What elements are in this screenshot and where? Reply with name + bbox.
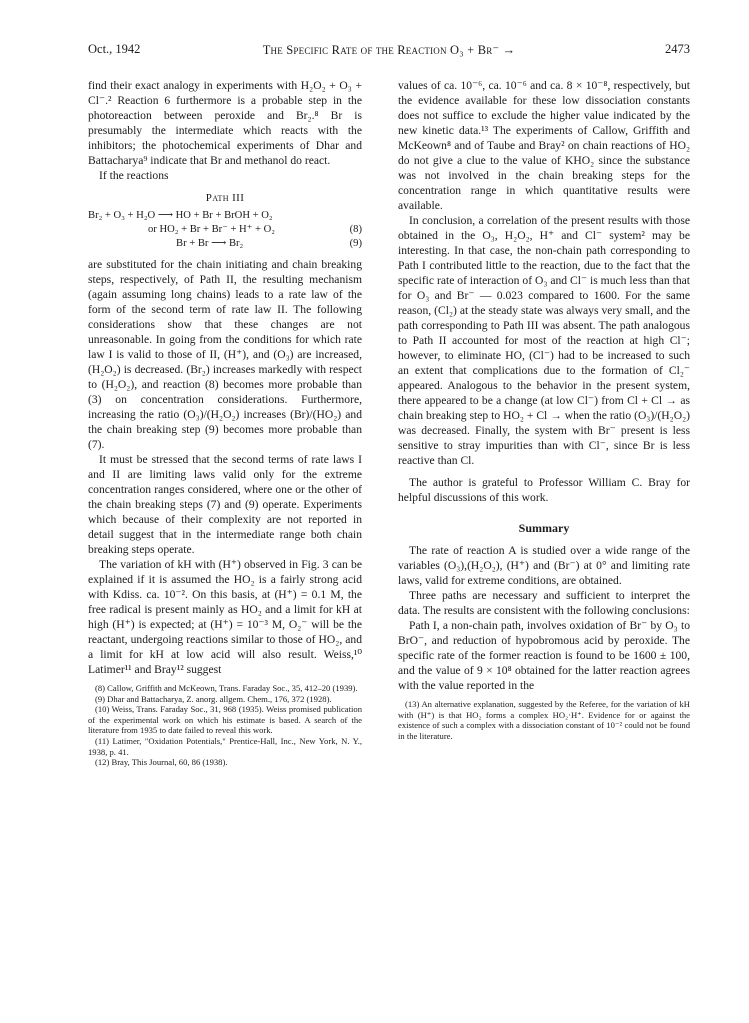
paragraph: are substituted for the chain initiating and chain breaking steps, respectively, of Path II, the resulting mechanism (again assuming long chains) leads to a rate law of the form of the second term of rate law II. The following considerations show that these changes are not unreasonable. In going from the conditions for which rate law I is valid to those of II, (H⁺), and (O₃) are increased, (H₂O₂) is decreased. (Br₂) increases markedly with respect to (H₂O₂), and reaction (8) becomes more probable than (3) on concentration considerations. Furthermore, increasing the ratio (O₃)/(H₂O₂) increases (Br)/(HO₂) and the chain breaking step (9) becomes more probable than (7). xyxy=(88,258,362,451)
equation-text: Br + Br ⟶ Br₂ xyxy=(176,238,244,249)
equation-block xyxy=(88,209,362,251)
issue-date: Oct., 1942 xyxy=(88,42,141,56)
left-column xyxy=(88,78,362,768)
paragraph: If the reactions xyxy=(99,169,169,182)
paragraph: The variation of kH with (H⁺) observed in Fig. 3 can be explained if it is assumed the HO₂ is a fairly strong acid with Kdiss. ca. 10⁻². On this basis, at (H⁺) = 0.1 M, the free radical is present mainly as HO₂ and a limit for kH at high (H⁺) is expected; at (H⁺) = 10⁻³ M, O₂⁻ will be the reactant, undergoing reactions similar to those of HO₂, and a limit for kH at low acid will also result. Weiss,¹⁰ Latimer¹¹ and Bray¹² suggest xyxy=(88,558,362,676)
footnote: (9) Dhar and Battacharya, Z. anorg. allgem. Chem., 176, 372 (1928). xyxy=(95,693,332,704)
path-iii-heading: Path III xyxy=(205,192,245,204)
equation-line xyxy=(88,223,362,237)
equation-text: or HO₂ + Br + Br⁻ + H⁺ + O₂ xyxy=(148,224,275,235)
footnotes xyxy=(398,699,690,741)
footnote: (12) Bray, This Journal, 60, 86 (1938). xyxy=(95,757,228,768)
paragraph: It must be stressed that the second terms of rate laws I and II are limiting laws valid only for the extreme concentration ranges considered, where one or the other of the chain breaking steps (7) and (9) operate. Experiments which because of their complexity are not reported in detail suggest that in the intermediate range both chain breaking steps operate. xyxy=(88,453,362,556)
paragraph: Path I, a non-chain path, involves oxidation of Br⁻ by O₃ to BrO⁻, and reduction of hypobromous acid by peroxide. The specific rate of the former reaction is found to be 1600 ± 100, and the value of 9 × 10⁸ obtained for the latter reaction agrees with the value reported in the xyxy=(398,619,690,692)
equation-number: (8) xyxy=(349,224,362,235)
right-column xyxy=(398,78,690,741)
equation-line xyxy=(88,237,362,251)
footnotes xyxy=(88,683,362,768)
running-header xyxy=(88,42,690,60)
equation-number: (9) xyxy=(349,238,362,249)
paragraph: Three paths are necessary and sufficient to interpret the data. The results are consistent with the following conclusions: xyxy=(398,589,690,617)
paragraph: The rate of reaction A is studied over a wide range of the variables (O₃),(H₂O₂), (H⁺) and (Br⁻) at 0° and limiting rate laws, valid for extreme conditions, are obtained. xyxy=(398,544,690,587)
running-title: The Specific Rate of the Reaction O₃ + Br⁻ → xyxy=(262,43,516,57)
paragraph: values of ca. 10⁻⁶, ca. 10⁻⁶ and ca. 8 × 10⁻⁸, respectively, but the evidence available for these low dissociation constants does not suffice to exclude the higher value indicated by the new kinetic data.¹³ The experiments of Callow, Griffith and McKeown⁸ and of Taube and Bray² on chain reactions of HO₂ do not give a clue to the value of KHO₂ since the substance was not involved in the chain breaking steps for the concentration range in which quantitative results were available. xyxy=(398,79,690,212)
paragraph: The author is grateful to Professor William C. Bray for helpful discussions of this work. xyxy=(398,476,690,504)
footnote: (11) Latimer, "Oxidation Potentials," Prentice-Hall, Inc., New York, N. Y., 1938, p. 41. xyxy=(88,735,362,757)
footnote: (8) Callow, Griffith and McKeown, Trans. Faraday Soc., 35, 412–20 (1939). xyxy=(95,683,358,693)
equation-line xyxy=(88,209,362,223)
paragraph: find their exact analogy in experiments with H₂O₂ + O₃ + Cl⁻.² Reaction 6 furthermore is a probable step in the photoreaction between peroxide and Br₂.⁸ Br is presumably the intermediate which reacts with the inhibitors; the photochemical experiments of Dhar and Battacharya⁹ indicate that Br and methanol do react. xyxy=(88,79,362,167)
footnote: (13) An alternative explanation, suggested by the Referee, for the variation of kH with (H⁺) is that HO₂ forms a complex HO₂·H⁺. Evidence for or against the existence of such a complex with a dissociation constant of 10⁻² could not be found in the literature. xyxy=(398,699,690,741)
paragraph: In conclusion, a correlation of the present results with those obtained in the O₃, H₂O₂, H⁺ and Cl⁻ system² may be interesting. In that case, the non-chain path corresponding to Path I contributed little to the reaction, due to the fact that the specific rate of interaction of O₃ and Cl⁻ is much less than that for O₃ and Br⁻ — 0.023 compared to 1600. For the same reason, (Cl₂) at the steady state was always very small, and the path corresponding to Path III was absent. The path analogous to Path II accounted for most of the reaction at high Cl⁻; however, to eliminate HO, (Cl⁻) had to be increased to such an extent that complications due to the formation of Cl₂⁻ appeared. Analogous to the behavior in the present system, there appeared to be a change (at low Cl⁻) from Cl + Cl → as chain breaking step to HO₂ + Cl → when the ratio (O₃)/(H₂O₂) was decreased. Finally, the system with Br⁻ present is less sensitive to stray impurities than with Cl⁻, since Br is less reactive than Cl. xyxy=(398,214,690,467)
summary-heading: Summary xyxy=(518,521,570,535)
page-number: 2473 xyxy=(665,42,690,56)
footnote: (10) Weiss, Trans. Faraday Soc., 31, 968 (1935). Weiss promised publication of the experimental work on which his estimate is based. A search of the literature from 1935 to date failed to reveal this work. xyxy=(88,704,362,736)
equation-text: Br₂ + O₃ + H₂O ⟶ HO + Br + BrOH + O₂ xyxy=(88,210,273,221)
